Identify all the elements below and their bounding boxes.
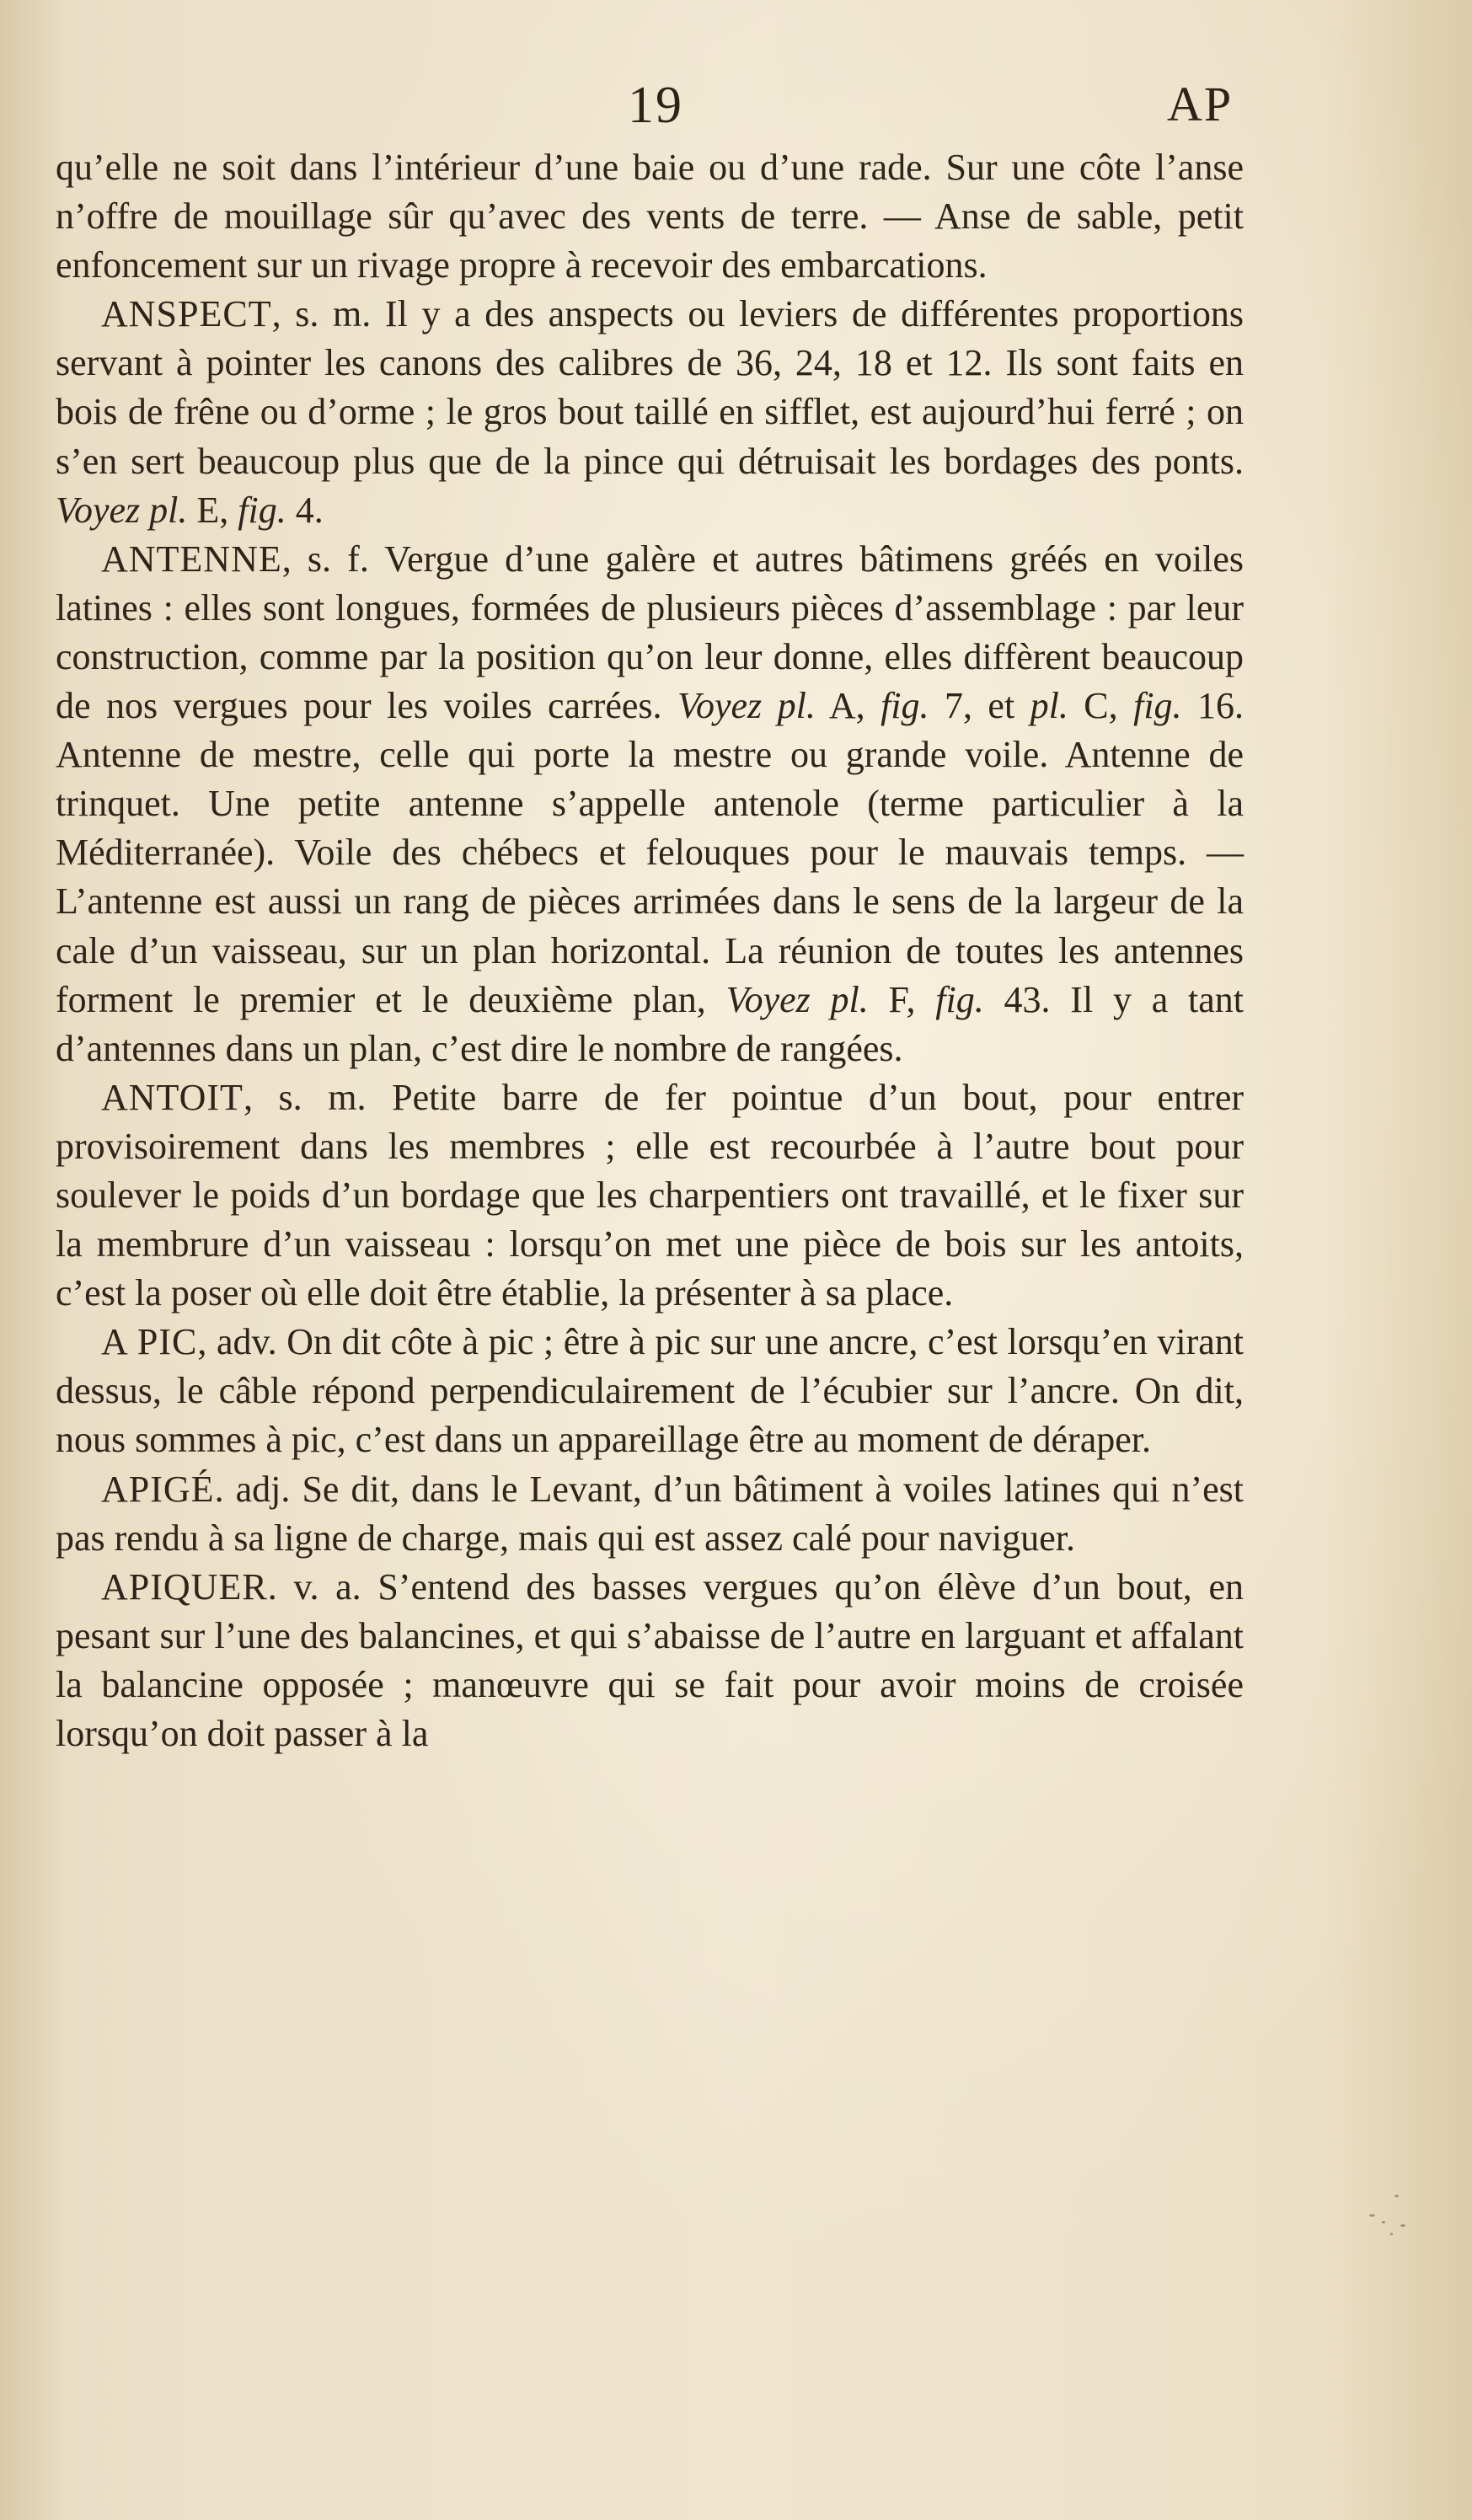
- italic-reference: fig.: [935, 978, 984, 1020]
- italic-reference: pl.: [1030, 685, 1068, 727]
- italic-reference: Voyez pl.: [677, 685, 816, 727]
- entry-text: , adv. On dit côte à pic ; être à pic sur une ancre, c’est lorsqu’en virant dessus, le câble répond perpendiculairement de l’écubier sur l’ancre. On dit, nous sommes à pic, c’est dans un appareillage être au moment de déraper.: [56, 1321, 1244, 1461]
- entry-text: , s. f. Vergue d’une galère et autres bâtimens gréés en voiles latines : elles sont longues, formées de plusieurs pièces d’assemblage : par leur construction, comme par la position qu’on leur donne, elles diffèrent beaucoup de nos vergues pour les voiles carrées.: [56, 538, 1244, 727]
- italic-reference: fig.: [1133, 685, 1182, 727]
- paragraph: [56, 290, 1244, 534]
- paragraph: [56, 1318, 1244, 1464]
- entry-text: . v. a. S’entend des basses vergues qu’on élève d’un bout, en pesant sur l’une des balancines, et qui s’abaisse de l’autre en larguant et affalant la balancine opposée ; manœuvre qui se fait pour avoir moins de croisée lorsqu’on doit passer à la: [56, 1565, 1244, 1754]
- italic-reference: Voyez pl.: [56, 489, 188, 531]
- entry-headword: APIGÉ: [101, 1468, 215, 1510]
- body-text: [56, 143, 1244, 1758]
- entry-text: F,: [868, 978, 936, 1020]
- page-header: [0, 76, 1472, 143]
- paragraph: [56, 535, 1244, 1073]
- entry-text: qu’elle ne soit dans l’intérieur d’une baie ou d’une rade. Sur une côte l’anse n’offre de mouillage sûr qu’avec des vents de terre. — Anse de sable, petit enfoncement sur un rivage propre à recevoir des embarcations.: [56, 147, 1244, 286]
- page-number: 19: [628, 77, 683, 134]
- entry-headword: APIQUER: [101, 1565, 268, 1608]
- entry-text: E,: [187, 489, 238, 531]
- italic-reference: fig.: [238, 489, 286, 531]
- entry-text: C,: [1068, 685, 1134, 727]
- entry-text: A,: [815, 685, 881, 727]
- entry-text: 7, et: [929, 685, 1030, 727]
- italic-reference: Voyez pl.: [725, 978, 869, 1020]
- italic-reference: fig.: [881, 685, 929, 727]
- entry-headword: A PIC: [101, 1321, 198, 1363]
- paragraph: [56, 1465, 1244, 1563]
- entry-headword: ANSPECT: [101, 293, 272, 335]
- paragraph: [56, 143, 1244, 290]
- entry-text: , s. m. Il y a des anspects ou leviers de différentes proportions servant à pointer les canons des calibres de 36, 24, 18 et 12. Ils sont faits en bois de frêne ou d’orme ; le gros bout taillé en sifflet, est aujourd’hui ferré ; on s’en sert beaucoup plus que de la pince qui détruisait les bordages des ponts.: [56, 293, 1244, 482]
- entry-text: . adj. Se dit, dans le Levant, d’un bâtiment à voiles latines qui n’est pas rendu à sa ligne de charge, mais qui est assez calé pour naviguer.: [56, 1468, 1244, 1559]
- entry-text: 43. Il y a tant d’antennes dans un plan, c’est dire le nombre de rangées.: [56, 978, 1244, 1069]
- paragraph: [56, 1073, 1244, 1318]
- running-head: AP: [1167, 77, 1234, 131]
- entry-text: 4.: [286, 489, 324, 531]
- entry-text: 16. Antenne de mestre, celle qui porte la mestre ou grande voile. Antenne de trinquet. Une petite antenne s’appelle antenole (terme particulier à la Méditerranée). Voile des chébecs et felouques pour le mauvais temps. — L’antenne est aussi un rang de pièces arrimées dans le sens de la largeur de la cale d’un vaisseau, sur un plan horizontal. La réunion de toutes les antennes forment le premier et le deuxième plan,: [56, 685, 1244, 1020]
- paragraph: [56, 1563, 1244, 1758]
- entry-headword: ANTENNE: [101, 538, 282, 580]
- entry-headword: ANTOIT: [101, 1076, 244, 1118]
- entry-text: , s. m. Petite barre de fer pointue d’un bout, pour entrer provisoirement dans les membres ; elle est recourbée à l’autre bout pour soulever le poids d’un bordage que les charpentiers ont travaillé, et le fixer sur la membrure d’un vaisseau : lorsqu’on met une pièce de bois sur les antoits, c’est la poser où elle doit être établie, la présenter à sa place.: [56, 1076, 1244, 1314]
